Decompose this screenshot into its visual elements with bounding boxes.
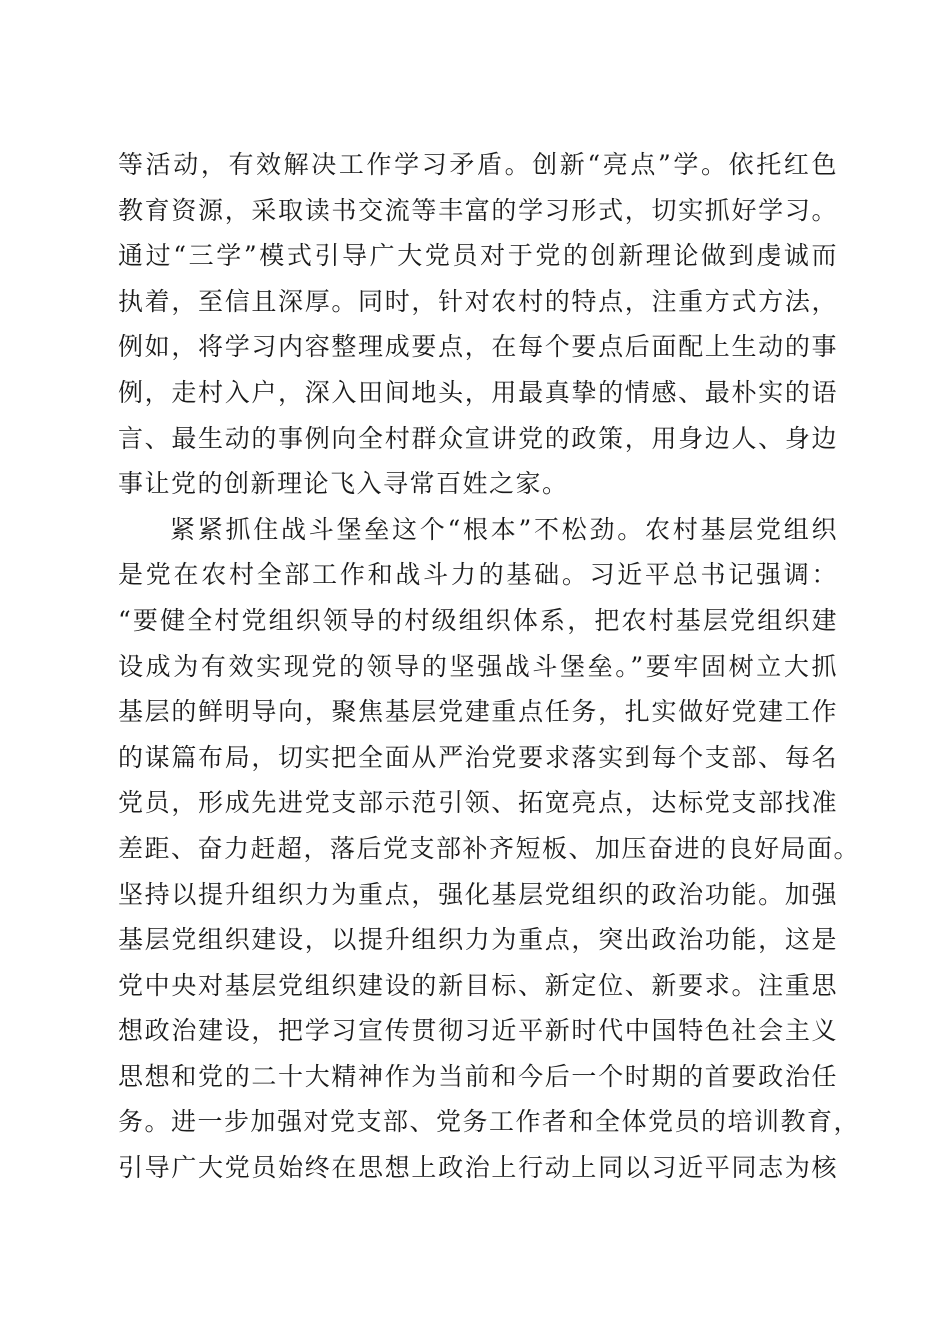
- text-line: 党中央对基层党组织建设的新目标、新定位、新要求。注重思: [118, 970, 838, 1000]
- text-line: 紧紧抓住战斗堡垒这个“根本”不松劲。农村基层党组织: [170, 514, 838, 544]
- text-line: 思想和党的二十大精神作为当前和今后一个时期的首要政治任: [118, 1061, 838, 1091]
- text-line: 言、最生动的事例向全村群众宣讲党的政策，用身边人、身边: [118, 423, 838, 453]
- text-line: 事让党的创新理论飞入寻常百姓之家。: [118, 469, 569, 499]
- text-line: 通过“三学”模式引导广大党员对于党的创新理论做到虔诚而: [118, 241, 838, 271]
- text-line: 引导广大党员始终在思想上政治上行动上同以习近平同志为核: [118, 1153, 838, 1183]
- text-line: 基层的鲜明导向，聚焦基层党建重点任务，扎实做好党建工作: [118, 697, 838, 727]
- text-line: 设成为有效实现党的领导的坚强战斗堡垒。”要牢固树立大抓: [118, 651, 838, 681]
- text-line: 的谋篇布局，切实把全面从严治党要求落实到每个支部、每名: [118, 742, 838, 772]
- text-line: 是党在农村全部工作和战斗力的基础。习近平总书记强调：: [118, 560, 838, 590]
- text-line: 务。进一步加强对党支部、党务工作者和全体党员的培训教育，: [118, 1107, 861, 1137]
- text-line: 例，走村入户，深入田间地头，用最真挚的情感、最朴实的语: [118, 377, 838, 407]
- text-line: 等活动，有效解决工作学习矛盾。创新“亮点”学。依托红色: [118, 150, 838, 179]
- text-line: 坚持以提升组织力为重点，强化基层党组织的政治功能。加强: [118, 879, 838, 909]
- paragraph-2: [118, 507, 861, 1191]
- text-line: 想政治建设，把学习宣传贯彻习近平新时代中国特色社会主义: [118, 1016, 838, 1046]
- text-line: 执着，至信且深厚。同时，针对农村的特点，注重方式方法，: [118, 286, 838, 316]
- text-line: 例如，将学习内容整理成要点，在每个要点后面配上生动的事: [118, 332, 838, 362]
- text-line: 党员，形成先进党支部示范引领、拓宽亮点，达标党支部找准: [118, 788, 838, 818]
- text-line: “要健全村党组织领导的村级组织体系，把农村基层党组织建: [118, 605, 838, 635]
- paragraph-1: [118, 142, 838, 507]
- text-line: 教育资源，采取读书交流等丰富的学习形式，切实抓好学习。: [118, 195, 838, 225]
- text-line: 差距、奋力赶超，落后党支部补齐短板、加压奋进的良好局面。: [118, 833, 861, 863]
- document-body: [118, 142, 861, 1191]
- text-line: 基层党组织建设，以提升组织力为重点，突出政治功能，这是: [118, 925, 838, 955]
